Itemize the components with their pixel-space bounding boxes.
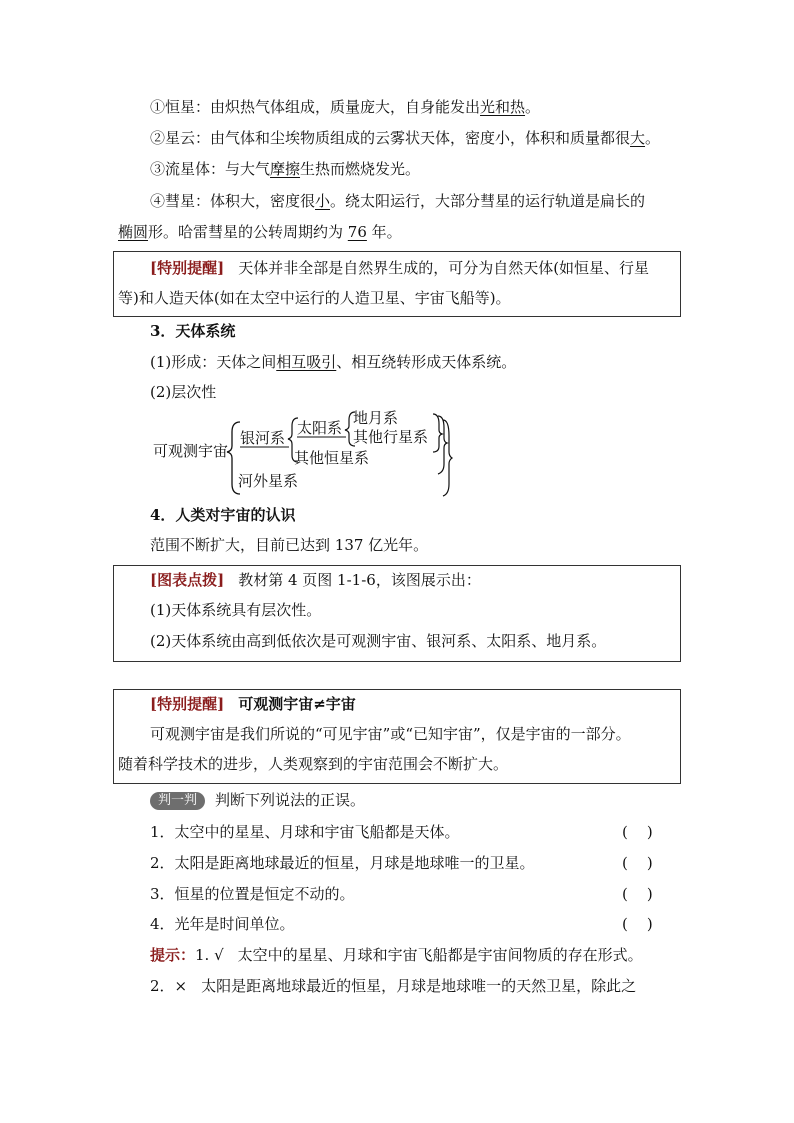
chart-tips-box: [图表点拨] 教材第 4 页图 1-1-6，该图展示出： (1)天体系统具有层次性。 (2)天体系统由高到低依次是可观测宇宙、银河系、太阳系、地月系。 [113,565,681,662]
diagram-observable-universe: 可观测宇宙 [153,442,229,460]
answer-blank-3[interactable]: ( ) [622,885,653,903]
judge-item-4: 4．光年是时间单位。 [150,915,295,933]
chart-tips-tag: [图表点拨] [150,571,225,589]
section-heading-system: 3．天体系统 [150,322,236,340]
hint-label: 提示： [150,946,196,964]
answer-blank-1[interactable]: ( ) [622,823,653,841]
comet-definition-line2: 椭圆形。哈雷彗星的公转周期约为 76 年。 [118,223,402,241]
meteor-definition: ③流星体：与大气摩擦生热而燃烧发光。 [150,160,421,178]
comet-definition-line1: ④彗星：体积大，密度很小。绕太阳运行，大部分彗星的运行轨道是扁长的 [150,192,646,210]
recognition-text: 范围不断扩大，目前已达到 137 亿光年。 [150,536,429,554]
judge-item-1: 1．太空中的星星、月球和宇宙飞船都是天体。 [150,823,460,841]
diagram-solar-system: 太阳系 [297,419,343,437]
section-heading-recognition: 4．人类对宇宙的认识 [150,506,296,524]
answer-blank-2[interactable]: ( ) [622,854,653,872]
special-note-box: [特别提醒] 天体并非全部是自然界生成的，可分为自然天体(如恒星、行星 等)和人造天体(如在太空中运行的人造卫星、宇宙飞船等)。 [113,251,681,317]
judge-instruction: 判一判 判断下列说法的正误。 [150,790,365,810]
diagram-milky-way: 银河系 [240,429,286,447]
note-tag: [特别提醒] [150,259,225,277]
star-definition: ①恒星：由炽热气体组成，质量庞大，自身能发出光和热。 [150,98,541,116]
universe-note-box: [特别提醒] 可观测宇宙≠宇宙 可观测宇宙是我们所说的“可见宇宙”或“已知宇宙”，仅是宇宙的一部分。 随着科学技术的进步，人类观察到的宇宙范围会不断扩大。 [113,689,681,784]
judge-badge: 判一判 [150,792,205,810]
judge-item-3: 3．恒星的位置是恒定不动的。 [150,885,355,903]
nebula-definition: ②星云：由气体和尘埃物质组成的云雾状天体，密度小，体积和质量都很大。 [150,129,661,147]
hint-answer-2: 2．× 太阳是距离地球最近的恒星，月球是地球唯一的天然卫星，除此之 [150,977,637,995]
hint-answer-1: 提示：1. √ 太空中的星星、月球和宇宙飞船都是宇宙间物质的存在形式。 [150,946,643,964]
diagram-other-planetary-systems: 其他行星系 [353,428,429,446]
universe-note-tag: [特别提醒] [150,695,225,713]
answer-blank-4[interactable]: ( ) [622,915,653,933]
system-formation: (1)形成：天体之间相互吸引、相互绕转形成天体系统。 [150,353,517,371]
system-hierarchy-label: (2)层次性 [150,383,217,401]
hierarchy-diagram [0,0,794,500]
diagram-earth-moon-system: 地月系 [353,409,399,427]
diagram-other-stellar-systems: 其他恒星系 [294,449,370,467]
diagram-extragalactic-systems: 河外星系 [238,472,299,490]
judge-item-2: 2．太阳是距离地球最近的恒星，月球是地球唯一的卫星。 [150,854,535,872]
